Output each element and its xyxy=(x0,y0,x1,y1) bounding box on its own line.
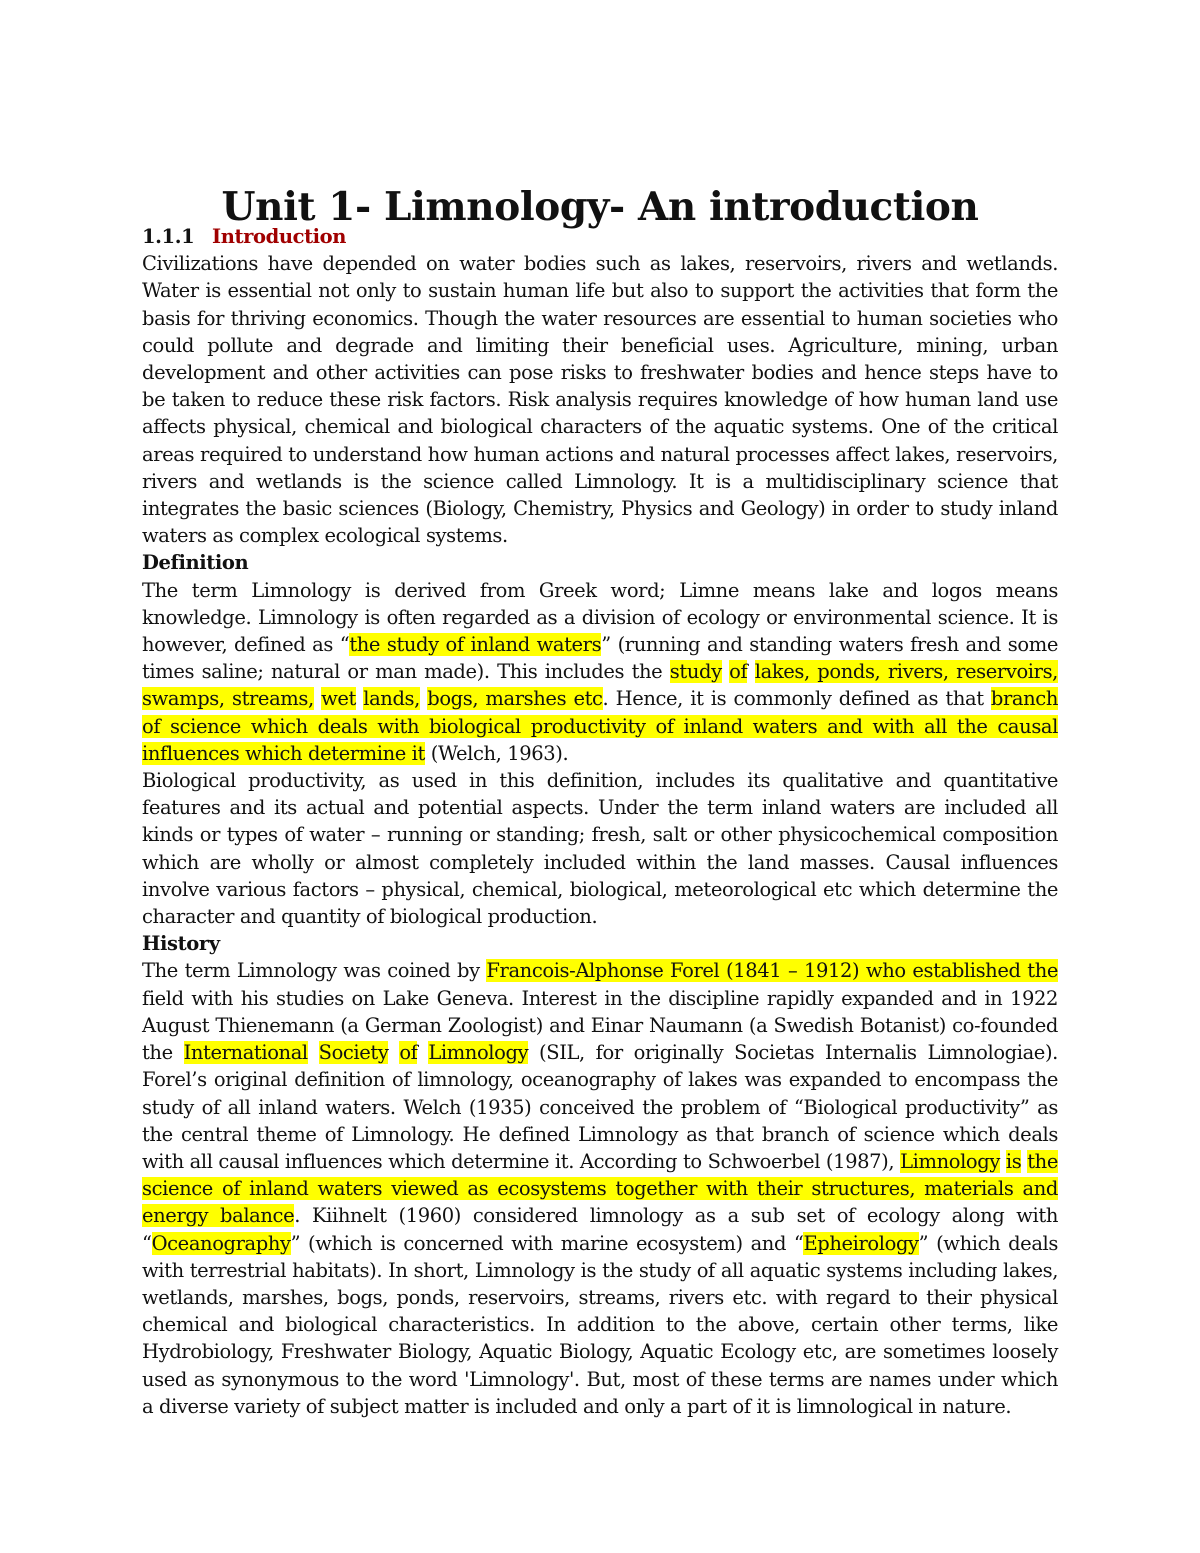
text-run: . Kiihnelt (1960) considered limnology as a sub set of ecology along with “ xyxy=(142,1204,1058,1255)
highlighted-text: Society xyxy=(318,1041,389,1065)
document-title: Unit 1- Limnology- An introduction xyxy=(221,184,979,230)
highlighted-text: bogs, marshes etc xyxy=(427,687,603,711)
definition-heading: Definition xyxy=(142,551,249,575)
text-run: field with his studies on Lake Geneva. Interest in the discipline rapidly expanded and in 1922 August Thienemann (a German Zoologist) and Einar Naumann (a Swedish Botanist) co-founded the xyxy=(142,986,1058,1065)
text-run: The term Limnology was coined by xyxy=(142,959,487,983)
highlighted-text: study xyxy=(669,660,722,684)
highlighted-text: lakes, ponds, rivers, reservoirs, swamps, streams, xyxy=(142,660,1058,711)
highlighted-text: Epheirology xyxy=(803,1231,919,1255)
text-run: (SIL, for originally Societas Internalis Limnologiae). Forel’s original definition of limnology, oceanography of lakes was expanded to encompass the study of all inland waters. Welch (1935) conceived the problem of “Biological productivity” as the central theme of Limnology. He defined Limnology as that branch of science which deals with all causal influences which determine it. According to Schwoerbel (1987), xyxy=(142,1041,1058,1173)
document-page xyxy=(142,184,1058,1420)
highlighted-text: Limnology xyxy=(900,1149,1000,1173)
highlighted-text: is xyxy=(1005,1149,1022,1173)
highlighted-text: Francois-Alphonse Forel (1841 – 1912) who established the xyxy=(486,959,1058,983)
text-run xyxy=(388,1041,399,1064)
highlighted-text: branch of science which deals with biological productivity of inland waters and with all the causal influences which determine it xyxy=(142,687,1058,765)
text-run: (Welch, 1963). xyxy=(424,741,569,765)
text-run: ” (which deals with terrestrial habitats). In short, Limnology is the study of all aquatic systems including lakes, wetlands, marshes, bogs, ponds, reservoirs, streams, rivers etc. with regard to their physical chemical and biological characteristics. In addition to the above, certain other terms, like Hydrobiology, Freshwater Biology, Aquatic Biology, Aquatic Ecology etc, are sometimes loosely used as synonymous to the word 'Limnology'. But, most of these terms are names under which a diverse variety of subject matter is included and only a part of it is limnological in nature. xyxy=(142,1231,1058,1418)
highlighted-text: International xyxy=(183,1041,308,1065)
highlighted-text: Limnology xyxy=(428,1041,529,1065)
history-heading: History xyxy=(142,932,220,956)
definition-paragraph xyxy=(142,577,1058,767)
section-title: Introduction xyxy=(212,225,347,248)
highlighted-text: of xyxy=(399,1041,418,1065)
highlighted-text: the study of inland waters xyxy=(349,633,602,657)
text-run: ” (which is concerned with marine ecosystem) and “ xyxy=(290,1231,804,1255)
text-run xyxy=(308,1041,319,1064)
highlighted-text: of xyxy=(729,660,748,684)
text-run: The term Limnology is derived from Greek word; Limne means lake and logos means knowledge. Limnology is often regarded as a division of ecology or environmental science. It is however, defined as “ xyxy=(142,578,1058,657)
text-run xyxy=(417,1041,428,1064)
section-number: 1.1.1 xyxy=(142,225,195,248)
history-paragraph xyxy=(142,957,1058,1419)
text-run: ” (running and standing waters fresh and some times saline; natural or man made). This includes the xyxy=(142,633,1058,684)
productivity-paragraph: Biological productivity, as used in this definition, includes its qualitative and quantitative features and its actual and potential aspects. Under the term inland waters are included all kinds or types of water – running or standing; fresh, salt or other physicochemical composition which are wholly or almost completely included within the land masses. Causal influences involve various factors – physical, chemical, biological, meteorological etc which determine the character and quantity of biological production. xyxy=(142,769,1058,929)
highlighted-text: the science of inland waters viewed as ecosystems together with their structures, materials and energy balance xyxy=(142,1149,1058,1228)
intro-paragraph: Civilizations have depended on water bodies such as lakes, reservoirs, rivers and wetlands. Water is essential not only to sustain human life but also to support the activities that form the basis for thriving economics. Though the water resources are essential to human societies who could pollute and degrade and limiting their beneficial uses. Agriculture, mining, urban development and other activities can pose risks to freshwater bodies and hence steps have to be taken to reduce these risk factors. Risk analysis requires knowledge of how human land use affects physical, chemical and biological characters of the aquatic systems. One of the critical areas required to understand how human actions and natural processes affect lakes, reservoirs, rivers and wetlands is the science called Limnology. It is a multidisciplinary science that integrates the basic sciences (Biology, Chemistry, Physics and Geology) in order to study inland waters as complex ecological systems. xyxy=(142,252,1058,548)
highlighted-text: lands, xyxy=(363,687,420,711)
text-run: . Hence, it is commonly defined as that xyxy=(602,687,991,711)
text-run xyxy=(1000,1150,1006,1173)
text-run xyxy=(747,660,754,683)
text-run xyxy=(314,687,321,710)
highlighted-text: wet xyxy=(321,687,356,711)
highlighted-text: Oceanography xyxy=(151,1231,291,1255)
